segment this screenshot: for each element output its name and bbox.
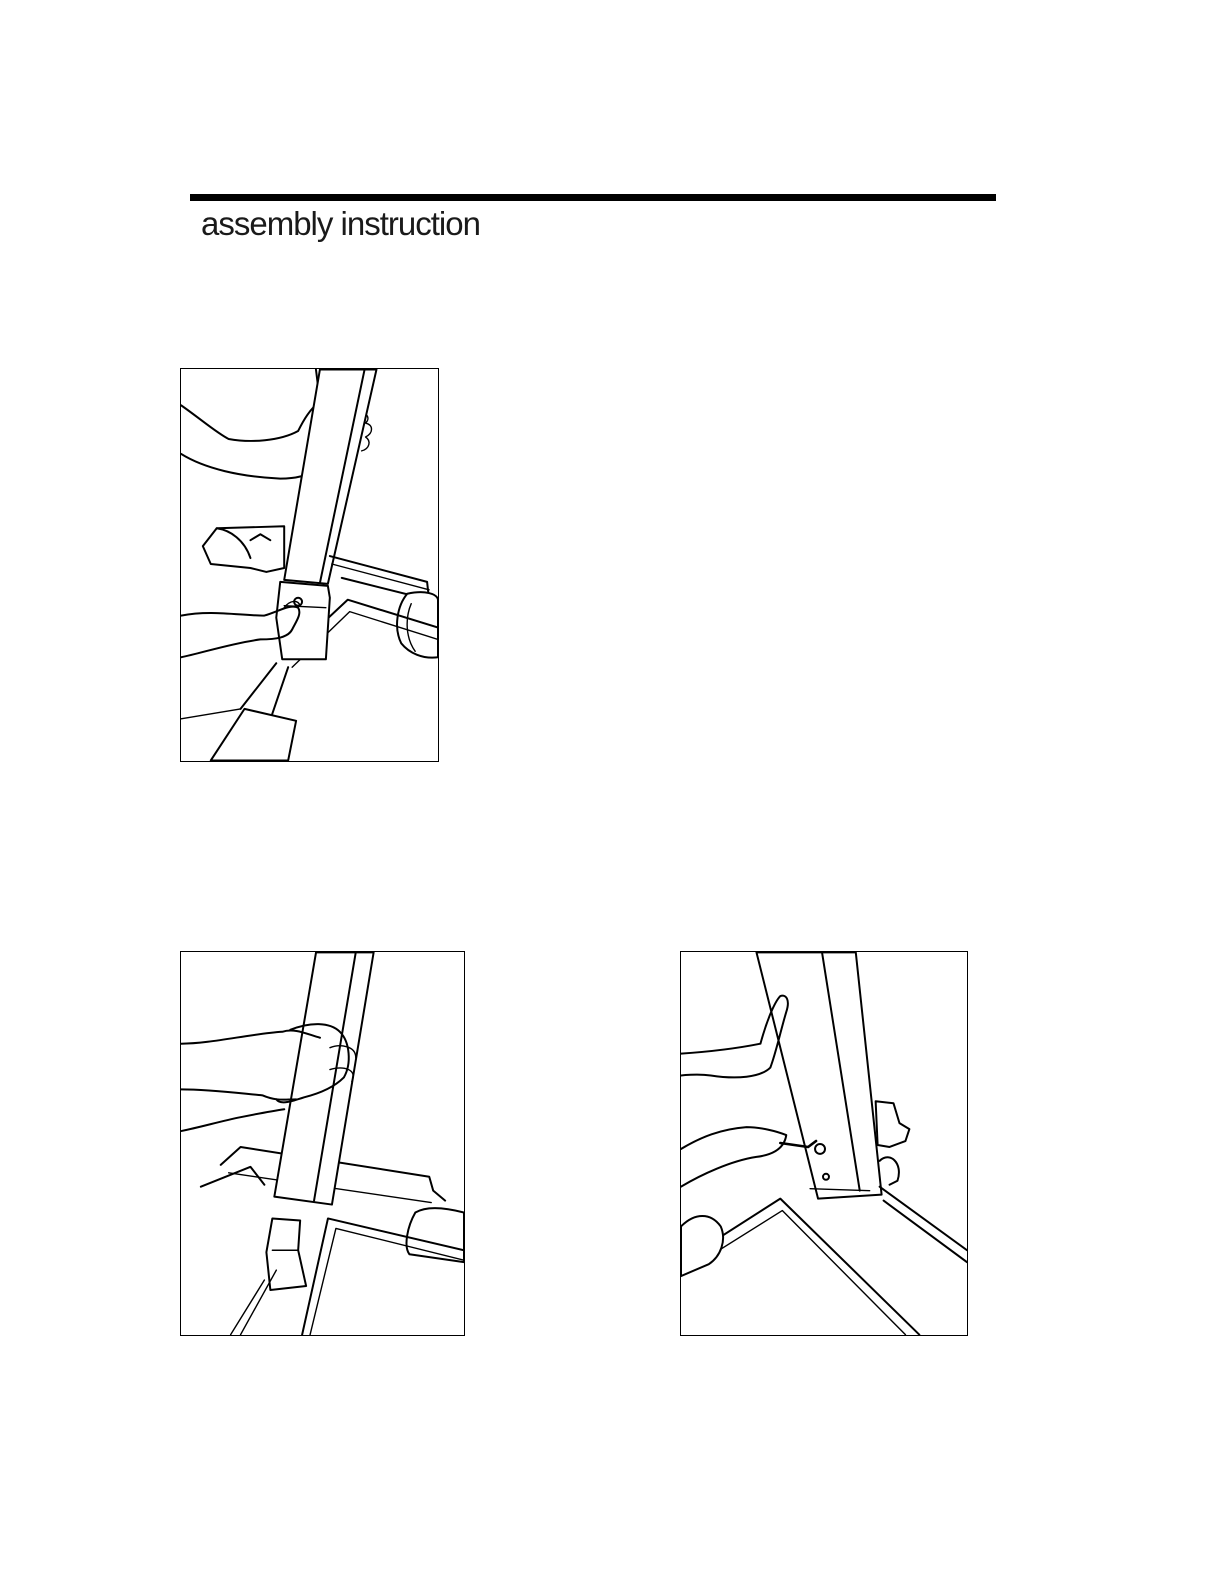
assembly-step-illustration-icon: [181, 952, 464, 1335]
assembly-illustration-3: [680, 951, 968, 1336]
assembly-illustration-2: [180, 951, 465, 1336]
header-rule: [190, 194, 996, 201]
page-title: assembly instruction: [201, 205, 480, 242]
assembly-illustration-1: [180, 368, 439, 762]
assembly-step-illustration-icon: [181, 369, 438, 761]
assembly-step-illustration-icon: [681, 952, 967, 1335]
